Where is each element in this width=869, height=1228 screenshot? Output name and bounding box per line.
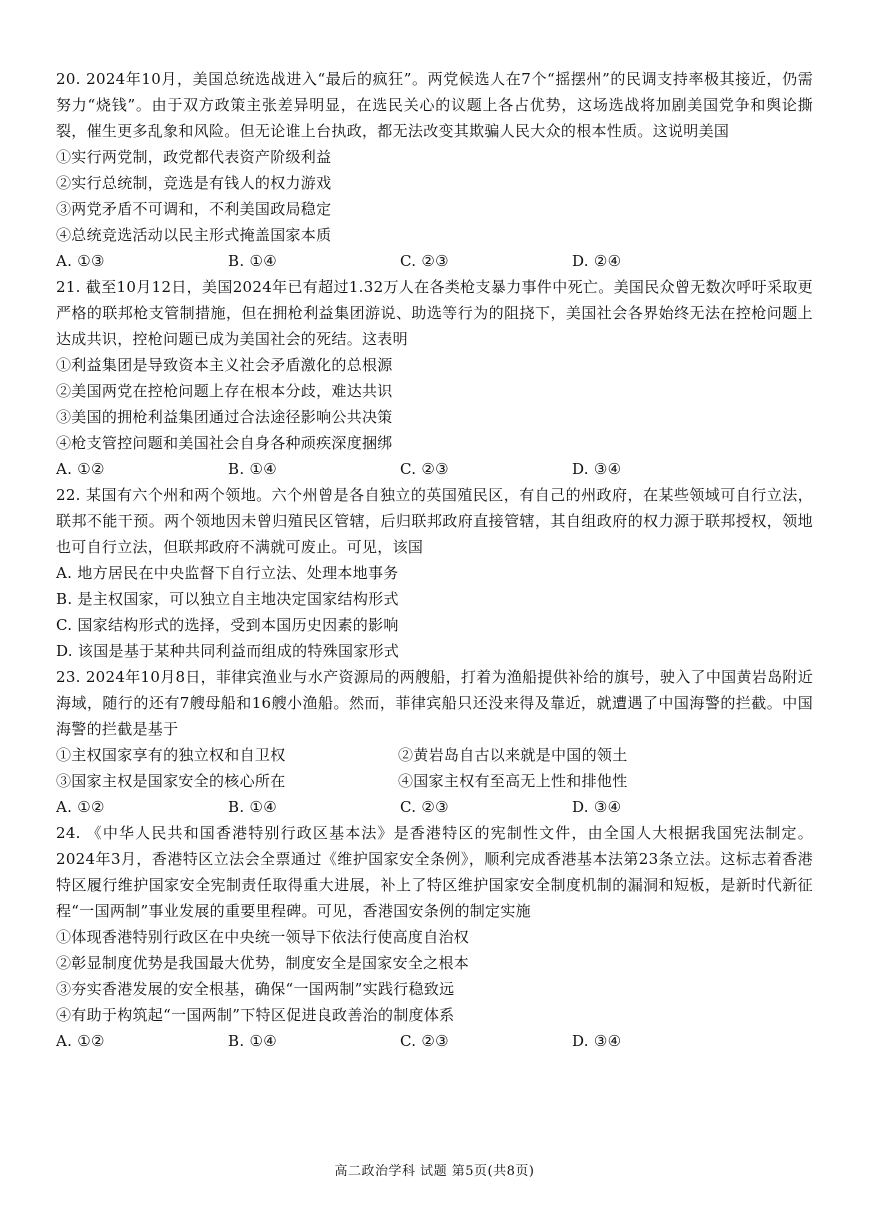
choice-a: A. ①② xyxy=(56,1032,105,1050)
choice-c: C. ②③ xyxy=(400,252,449,270)
option-statement: ④有助于构筑起“一国两制”下特区促进良政善治的制度体系 xyxy=(56,1006,455,1024)
option-row xyxy=(56,768,813,794)
page-footer: 高二政治学科 试题 第5页(共8页) xyxy=(334,1164,535,1179)
choice-d: D. ②④ xyxy=(572,252,622,270)
option-statement: ②黄岩岛自古以来就是中国的领土 xyxy=(398,746,628,764)
question-21 xyxy=(56,274,813,482)
choice-a: A. ①② xyxy=(56,460,105,478)
question-stem: 21. 截至10月12日，美国2024年已有超过1.32万人在各类枪支暴力事件中死亡。美国民众曾无数次呼吁采取更严格的联邦枪支管制措施，但在拥枪利益集团游说、助选等行为的阻挠下，美国社会各界始终无法在控枪问题上达成共识，控枪问题已成为美国社会的死结。这表明 xyxy=(56,278,813,348)
choice-c: C. ②③ xyxy=(400,798,449,816)
choice-c: C. ②③ xyxy=(400,1032,449,1050)
option-statement: ②彰显制度优势是我国最大优势，制度安全是国家安全之根本 xyxy=(56,954,470,972)
choice-c: C. 国家结构形式的选择，受到本国历史因素的影响 xyxy=(56,616,399,634)
answer-choices xyxy=(56,248,813,274)
question-23 xyxy=(56,664,813,820)
option-statement: ①体现香港特别行政区在中央统一领导下依法行使高度自治权 xyxy=(56,928,470,946)
option-statement: ①实行两党制，政党都代表资产阶级利益 xyxy=(56,148,332,166)
option-statement: ③夯实香港发展的安全根基，确保“一国两制”实践行稳致远 xyxy=(56,980,455,998)
question-24 xyxy=(56,820,813,1054)
option-statement: ③两党矛盾不可调和，不利美国政局稳定 xyxy=(56,200,332,218)
choice-a: A. ①③ xyxy=(56,252,105,270)
answer-choices xyxy=(56,1028,813,1054)
option-statement: ④总统竞选活动以民主形式掩盖国家本质 xyxy=(56,226,332,244)
option-statement: ②实行总统制，竞选是有钱人的权力游戏 xyxy=(56,174,332,192)
choice-a: A. 地方居民在中央监督下自行立法、处理本地事务 xyxy=(56,564,399,582)
choice-a: A. ①② xyxy=(56,798,105,816)
choice-b: B. 是主权国家，可以独立自主地决定国家结构形式 xyxy=(56,590,399,608)
choice-b: B. ①④ xyxy=(228,798,277,816)
option-statement: ③美国的拥枪利益集团通过合法途径影响公共决策 xyxy=(56,408,393,426)
option-statement: ②美国两党在控枪问题上存在根本分歧，难达共识 xyxy=(56,382,393,400)
answer-choices xyxy=(56,456,813,482)
option-statement: ①主权国家享有的独立权和自卫权 xyxy=(56,746,286,764)
choice-c: C. ②③ xyxy=(400,460,449,478)
question-stem: 24. 《中华人民共和国香港特别行政区基本法》是香港特区的宪制性文件，由全国人大根据我国宪法制定。2024年3月，香港特区立法会全票通过《维护国家安全条例》，顺利完成香港基本法第23条立法。这标志着香港特区履行维护国家安全宪制责任取得重大进展，补上了特区维护国家安全制度机制的漏洞和短板，是新时代新征程“一国两制”事业发展的重要里程碑。可见，香港国安条例的制定实施 xyxy=(56,824,813,920)
choice-d: D. 该国是基于某种共同利益而组成的特殊国家形式 xyxy=(56,642,400,660)
choice-d: D. ③④ xyxy=(572,460,622,478)
choice-d: D. ③④ xyxy=(572,798,622,816)
choice-b: B. ①④ xyxy=(228,1032,277,1050)
question-20 xyxy=(56,66,813,274)
option-statement: ④枪支管控问题和美国社会自身各种顽疾深度捆绑 xyxy=(56,434,393,452)
option-statement: ③国家主权是国家安全的核心所在 xyxy=(56,772,286,790)
question-22 xyxy=(56,482,813,664)
question-stem: 22. 某国有六个州和两个领地。六个州曾是各自独立的英国殖民区，有自己的州政府，在某些领域可自行立法，联邦不能干预。两个领地因未曾归殖民区管辖，后归联邦政府直接管辖，其自组政府的权力源于联邦授权，领地也可自行立法，但联邦政府不满就可废止。可见，该国 xyxy=(56,486,813,556)
option-statement: ④国家主权有至高无上性和排他性 xyxy=(398,772,628,790)
exam-page xyxy=(56,66,813,1054)
answer-choices xyxy=(56,794,813,820)
option-statement: ①利益集团是导致资本主义社会矛盾激化的总根源 xyxy=(56,356,393,374)
choice-b: B. ①④ xyxy=(228,460,277,478)
question-stem: 23. 2024年10月8日，菲律宾渔业与水产资源局的两艘船，打着为渔船提供补给的旗号，驶入了中国黄岩岛附近海域，随行的还有7艘母船和16艘小渔船。然而，菲律宾船只还没来得及靠近，就遭遇了中国海警的拦截。中国海警的拦截是基于 xyxy=(56,668,813,738)
option-row xyxy=(56,742,813,768)
choice-d: D. ③④ xyxy=(572,1032,622,1050)
question-stem: 20. 2024年10月，美国总统选战进入“最后的疯狂”。两党候选人在7个“摇摆州”的民调支持率极其接近，仍需努力“烧钱”。由于双方政策主张差异明显，在选民关心的议题上各占优势，这场选战将加剧美国党争和舆论撕裂，催生更多乱象和风险。但无论谁上台执政，都无法改变其欺骗人民大众的根本性质。这说明美国 xyxy=(56,70,813,140)
choice-b: B. ①④ xyxy=(228,252,277,270)
